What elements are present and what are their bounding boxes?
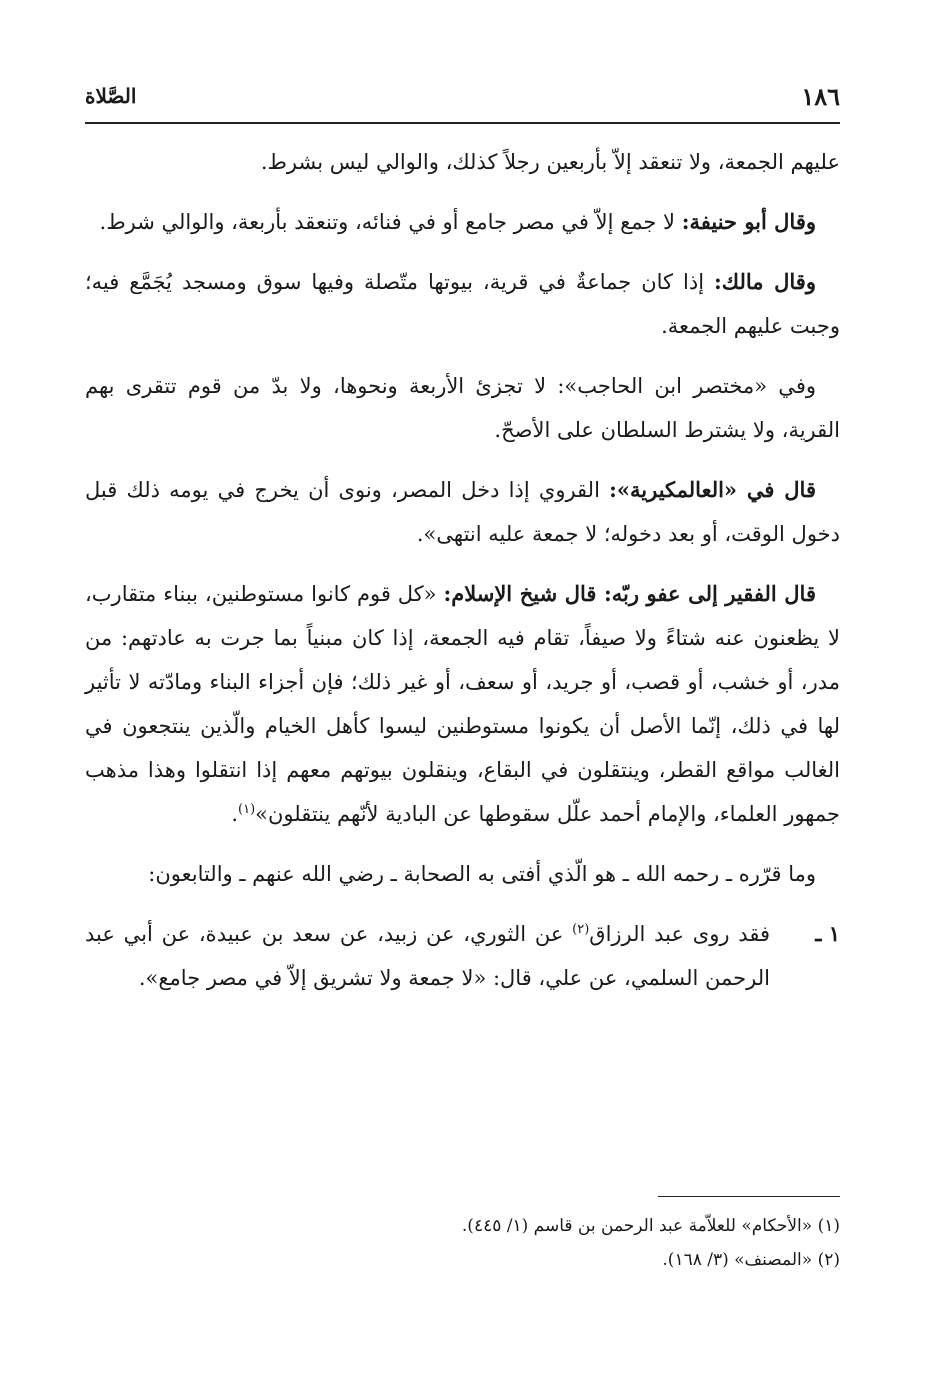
paragraph-lead: قال في «العالمكيرية»:	[609, 477, 816, 502]
item-text-before: فقد روى عبد الرزاق	[589, 922, 770, 946]
paragraph-lead: وقال أبو حنيفة:	[681, 209, 816, 234]
footnote-marker: (١)	[817, 1216, 840, 1236]
footnote-ref[interactable]: (٢)	[572, 922, 590, 937]
paragraph-text: «كل قوم كانوا مستوطنين، ببناء متقارب، لا يظعنون عنه شتاءً ولا صيفاً، تقام فيه الجمعة، إذا كان مبنياً بما جرت به عادتهم: من مدر، أو خشب، أو قصب، أو جريد، أو سعف، أو غير ذلك؛ فإن أجزاء البناء ومادّته لا تأثير لها في ذلك، إنّما الأصل أن يكونوا مستوطنين ليسوا كأهل الخيام والّذين ينتجعون في الغالب مواقع القطر، وينتقلون في البقاع، وينقلون بيوتهم معهم إذا انتقلوا وهذا مذهب جمهور العلماء، والإمام أحمد علّل سقوطها عن البادية لأنّهم ينتقلون»	[85, 582, 840, 826]
paragraph-text: لا جمع إلاّ في مصر جامع أو في فنائه، وتنعقد بأربعة، والوالي شرط.	[99, 210, 682, 234]
footnote	[85, 1243, 840, 1277]
paragraph-text: إذا كان جماعةٌ في قرية، بيوتها متّصلة وفيها سوق ومسجد يُجَمَّع فيه؛ وجبت عليهم الجمعة.	[85, 270, 840, 338]
paragraph-text: عليهم الجمعة، ولا تنعقد إلاّ بأربعين رجلاً كذلك، والوالي ليس بشرط.	[260, 150, 840, 174]
paragraph-lead: وقال مالك:	[714, 269, 816, 294]
paragraph	[85, 140, 840, 184]
paragraph	[85, 364, 840, 452]
numbered-item	[85, 912, 840, 1000]
paragraph	[85, 572, 840, 836]
footnote-text: «الأحكام» للعلاّمة عبد الرحمن بن قاسم (١/ ٤٤٥).	[461, 1216, 813, 1236]
paragraph-tail: .	[231, 802, 239, 826]
paragraph-text: القروي إذا دخل المصر، ونوى أن يخرج في يومه ذلك قبل دخول الوقت، أو بعد دخوله؛ لا جمعة عليه انتهى».	[85, 478, 840, 546]
footnotes	[85, 1196, 840, 1277]
item-text-after: عن الثوري، عن زبيد، عن سعد بن عبيدة، عن أبي عبد الرحمن السلمي، عن علي، قال: «لا جمعة ولا تشريق إلاّ في مصر جامع».	[85, 922, 770, 990]
item-number: ١ ـ	[815, 921, 840, 946]
page-number: ١٨٦	[801, 82, 840, 111]
item-text	[85, 912, 770, 1000]
footnote-text: «المصنف» (٣/ ١٦٨).	[662, 1250, 813, 1270]
paragraph	[85, 468, 840, 556]
footnote-ref[interactable]: (١)	[238, 802, 256, 817]
paragraph	[85, 852, 840, 896]
chapter-title: الصَّلاة	[85, 84, 137, 108]
paragraph-text: وما قرّره ـ رحمه الله ـ هو الّذي أفتى به الصحابة ـ رضي الله عنهم ـ والتابعون:	[148, 862, 816, 886]
page-body	[85, 140, 840, 1000]
page-header	[85, 82, 840, 124]
paragraph	[85, 260, 840, 348]
footnote-marker: (٢)	[817, 1250, 840, 1270]
paragraph-text: وفي «مختصر ابن الحاجب»: لا تجزئ الأربعة ونحوها، ولا بدّ من قوم تتقرى بهم القرية، ولا يشترط السلطان على الأصحّ.	[85, 374, 840, 442]
paragraph-lead: قال الفقير إلى عفو ربّه: قال شيخ الإسلام:	[443, 581, 816, 606]
footnote	[85, 1209, 840, 1243]
paragraph	[85, 200, 840, 244]
footnote-divider	[658, 1196, 840, 1197]
